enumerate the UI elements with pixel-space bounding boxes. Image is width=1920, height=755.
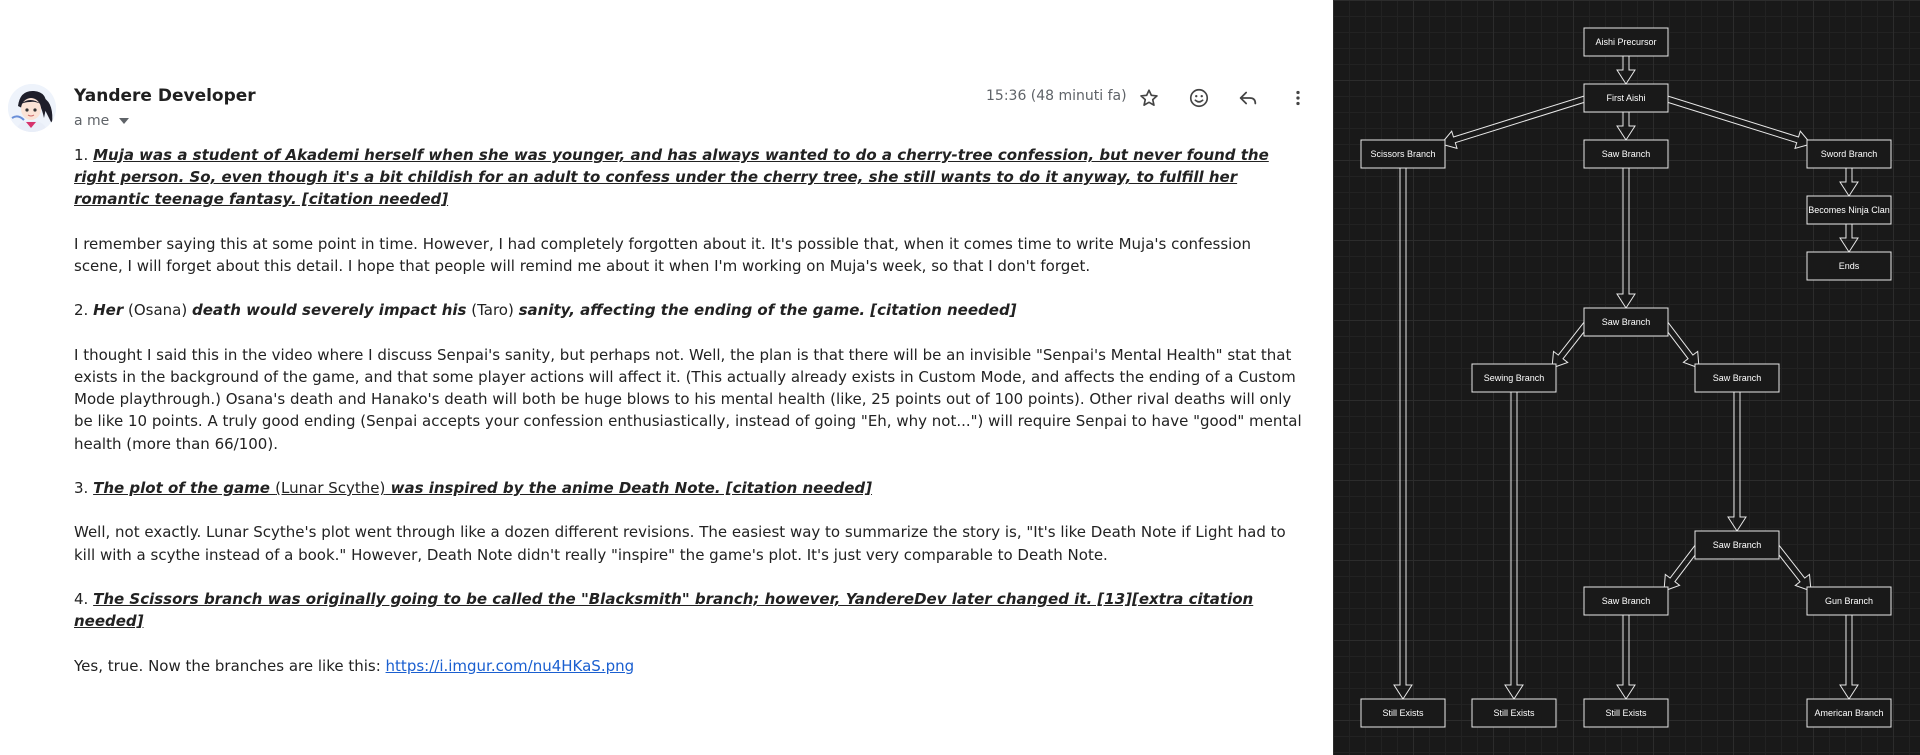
email-body	[74, 144, 1304, 699]
avatar-image	[8, 84, 56, 132]
edge-saw-branch-3-to-saw-branch-4	[1728, 392, 1746, 531]
star-icon	[1138, 87, 1160, 109]
edge-becomes-ninja-clan-to-ends	[1840, 224, 1858, 252]
node-scissors-branch	[1361, 140, 1445, 168]
node-saw-branch-1	[1584, 140, 1668, 168]
node-label: Saw Branch	[1712, 540, 1762, 550]
claim-text: Her	[93, 301, 124, 320]
claim-number: 3.	[74, 478, 94, 497]
node-label: Gun Branch	[1824, 596, 1874, 606]
response-text: Yes, true. Now the branches are like this:	[74, 656, 386, 675]
node-aishi-precursor	[1584, 28, 1668, 56]
claim-number: 1.	[74, 146, 94, 164]
emoji-icon	[1188, 87, 1210, 109]
claim-number: 2.	[74, 301, 94, 320]
recipient-label: a me	[74, 113, 110, 129]
node-label: Saw Branch	[1712, 373, 1762, 383]
branch-diagram	[1333, 0, 1920, 755]
chevron-down-icon	[119, 118, 129, 124]
diagram-nodes	[1361, 28, 1891, 727]
email-timestamp: 15:36 (48 minuti fa)	[986, 88, 1127, 104]
star-button[interactable]	[1133, 82, 1165, 114]
node-gun-branch	[1807, 587, 1891, 615]
node-still-exists-1	[1361, 699, 1445, 727]
node-label: American Branch	[1814, 708, 1884, 718]
claim-number: 4.	[74, 589, 94, 608]
edge-first-aishi-to-saw-branch-1	[1617, 112, 1635, 140]
node-saw-branch-4	[1695, 531, 1779, 559]
node-american-branch	[1807, 699, 1891, 727]
response-4	[74, 655, 1304, 677]
node-label: Saw Branch	[1601, 149, 1651, 159]
edge-scissors-branch-to-still-exists-1	[1394, 168, 1412, 699]
response-3: Well, not exactly. Lunar Scythe's plot went through like a dozen different revisions. The easiest way to summarize the story is, "It's like Death Note if Light had to kill with a scythe instead of a book." However, Death Note didn't really "inspire" the game's plot. It's just very comparable to Death Note.	[74, 523, 1286, 564]
node-label: Still Exists	[1605, 708, 1647, 718]
node-label: Saw Branch	[1601, 317, 1651, 327]
node-first-aishi	[1584, 84, 1668, 112]
add-reaction-button[interactable]	[1183, 82, 1215, 114]
node-saw-branch-3	[1695, 364, 1779, 392]
node-sewing-branch	[1472, 364, 1556, 392]
response-1: I remember saying this at some point in time. However, I had completely forgotten about it. It's possible that, when it comes time to write Muja's confession scene, I will forget about this detail. I hope that people will remind me about it when I'm working on Muja's week, so that I don't forget.	[74, 234, 1252, 275]
edge-sewing-branch-to-still-exists-2	[1505, 392, 1523, 699]
claim-text: The Scissors branch was originally going to be called the "Blacksmith" branch; however, YandereDev later changed it. [13][extra citation needed]	[74, 589, 1254, 631]
edge-saw-branch-1-to-saw-branch-2	[1617, 168, 1635, 308]
node-becomes-ninja-clan	[1807, 196, 1891, 224]
node-still-exists-2	[1472, 699, 1556, 727]
node-label: Sword Branch	[1820, 149, 1878, 159]
sender-avatar[interactable]	[8, 84, 56, 132]
claim-text: sanity, affecting the ending of the game. [citation needed]	[518, 301, 1017, 320]
node-saw-branch-2	[1584, 308, 1668, 336]
node-label: Still Exists	[1493, 708, 1535, 718]
claim-aside: (Taro)	[466, 301, 519, 320]
claim-text: was inspired by the anime Death Note. [citation needed]	[385, 478, 873, 497]
claim-2	[74, 299, 1304, 321]
claim-aside: (Osana)	[123, 301, 192, 320]
claim-text: death would severely impact his	[191, 301, 467, 320]
sender-name: Yandere Developer	[74, 86, 256, 106]
reply-icon	[1237, 87, 1259, 109]
edge-saw-branch-5-to-still-exists-3	[1617, 615, 1635, 699]
edge-gun-branch-to-american-branch	[1840, 615, 1858, 699]
more-options-button[interactable]	[1282, 82, 1314, 114]
reply-button[interactable]	[1232, 82, 1264, 114]
node-ends	[1807, 252, 1891, 280]
claim-aside: (Lunar Scythe)	[275, 478, 386, 497]
node-saw-branch-5	[1584, 587, 1668, 615]
node-label: Ends	[1838, 261, 1860, 271]
node-label: Saw Branch	[1601, 596, 1651, 606]
claim-1	[74, 144, 1304, 211]
claim-4	[74, 588, 1304, 632]
edge-first-aishi-to-scissors-branch	[1441, 95, 1589, 148]
node-sword-branch	[1807, 140, 1891, 168]
edge-first-aishi-to-sword-branch	[1663, 95, 1811, 148]
node-label: First Aishi	[1606, 93, 1646, 103]
node-label: Becomes Ninja Clan	[1808, 205, 1890, 215]
edge-aishi-precursor-to-first-aishi	[1617, 56, 1635, 84]
claim-3	[74, 477, 1304, 499]
more-vert-icon	[1287, 87, 1309, 109]
response-2: I thought I said this in the video where I discuss Senpai's sanity, but perhaps not. Well, the plan is that there will be an invisible "Senpai's Mental Health" stat that exists in the background of the game, and that some player actions will affect it. (This actually already exists in Custom Mode, and affects the ending of a Custom Mode playthrough.) Osana's death and Hanako's death will both be huge blows to his mental health (like, 25 points out of 100 points). Other rival deaths will only be like 10 points. A truly good ending (Senpai accepts your confession enthusiastically, instead of going "Eh, why not...") will require Senpai to have "good" mental health (more than 66/100).	[74, 345, 1302, 453]
node-label: Sewing Branch	[1483, 373, 1545, 383]
node-label: Scissors Branch	[1370, 149, 1436, 159]
claim-text: Muja was a student of Akademi herself when she was younger, and has always wanted to do a cherry-tree confession, but never found the right person. So, even though it's a bit childish for an adult to confess under the cherry tree, she still wants to do it anyway, to fulfill her romantic teenage fantasy. [citation needed]	[74, 146, 1269, 209]
edge-sword-branch-to-becomes-ninja-clan	[1840, 168, 1858, 196]
image-link[interactable]: https://i.imgur.com/nu4HKaS.png	[385, 656, 635, 675]
diagram-canvas	[1333, 0, 1920, 755]
node-label: Still Exists	[1382, 708, 1424, 718]
node-still-exists-3	[1584, 699, 1668, 727]
node-label: Aishi Precursor	[1595, 37, 1657, 47]
recipient-dropdown[interactable]	[74, 113, 129, 129]
claim-text: The plot of the game	[93, 478, 276, 497]
